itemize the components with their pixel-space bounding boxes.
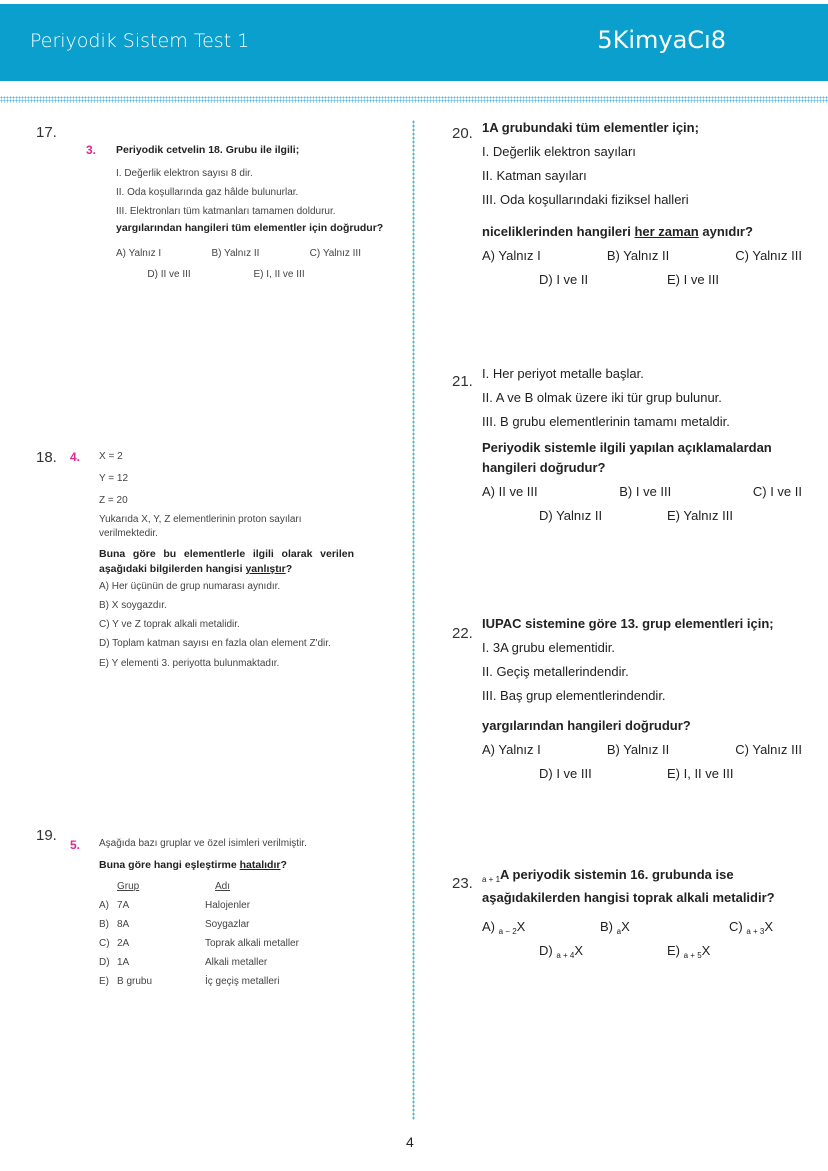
option-letter: A) — [99, 900, 109, 911]
stem: A periyodik sistemin 16. grubunda ise aşağıdakilerden hangisi toprak alkali metalidir? — [482, 867, 775, 905]
element-symbol: X — [764, 919, 774, 934]
option-b[interactable]: B) Yalnız II — [606, 248, 670, 263]
stem: 1A grubundaki tüm elementler için; — [482, 120, 699, 135]
option-c[interactable]: C) Yalnız III — [735, 248, 802, 263]
given-z: Z = 20 — [99, 495, 128, 506]
question: yargılarından hangileri doğrudur? — [482, 718, 691, 733]
option-b[interactable] — [600, 915, 630, 944]
question-number: 21. — [452, 373, 473, 390]
match-row[interactable] — [99, 896, 369, 915]
subscript: a + 4 — [556, 951, 575, 960]
col-adi: Adı — [215, 881, 231, 892]
inner-number: 4. — [70, 450, 81, 464]
match-row[interactable] — [99, 915, 369, 934]
page-number: 4 — [406, 1134, 414, 1150]
question-number: 23. — [452, 875, 473, 892]
item: III. B grubu elementlerinin tamamı metaldir. — [482, 414, 730, 429]
option-c[interactable]: C) Yalnız III — [735, 742, 802, 757]
option-c[interactable] — [729, 915, 773, 944]
col-grup: Grup — [117, 881, 140, 892]
option-letter: E) — [667, 943, 680, 958]
option-d[interactable]: D) II ve III — [147, 269, 191, 280]
subscript: a − 2 — [498, 927, 517, 936]
option-d[interactable]: D) I ve III — [539, 766, 592, 781]
stem: IUPAC sistemine göre 13. grup elementleri için; — [482, 616, 774, 631]
option-d[interactable]: D) Yalnız II — [539, 508, 603, 523]
question-number: 20. — [452, 125, 473, 142]
brand-logo: 5KimyaCı8 — [597, 26, 726, 54]
dotted-divider — [0, 96, 828, 103]
subscript: a + 5 — [683, 951, 702, 960]
element-symbol: X — [701, 943, 711, 958]
test-title: Periyodik Sistem Test 1 — [30, 30, 250, 52]
element-symbol: X — [574, 943, 584, 958]
match-row[interactable] — [99, 972, 369, 991]
item: III. Elektronları tüm katmanları tamamen doldurur. — [116, 206, 336, 217]
question: niceliklerinden hangileri her zaman aynıdır? — [482, 224, 753, 239]
header-band — [0, 4, 828, 81]
text: Aşağıda bazı gruplar ve özel isimleri verilmiştir. — [99, 838, 307, 849]
stem: Periyodik cetvelin 18. Grubu ile ilgili; — [116, 144, 300, 156]
item: II. A ve B olmak üzere iki tür grup bulunur. — [482, 390, 722, 405]
group: 7A — [117, 900, 130, 911]
option-a[interactable]: A) Yalnız I — [482, 248, 541, 263]
item: II. Katman sayıları — [482, 168, 587, 183]
option-e[interactable]: E) I, II ve III — [667, 766, 734, 781]
element-symbol: X — [621, 919, 630, 934]
item: I. Değerlik elektron sayıları — [482, 144, 636, 159]
item: I. Her periyot metalle başlar. — [482, 366, 644, 381]
option-a[interactable] — [482, 915, 525, 944]
option-letter: C) — [729, 919, 743, 934]
option-b[interactable]: B) X soygazdır. — [99, 600, 167, 611]
option-e[interactable]: E) I, II ve III — [253, 269, 305, 280]
option-e[interactable]: E) I ve III — [667, 272, 720, 287]
subscript: a — [616, 927, 622, 936]
option-letter: A) — [482, 919, 495, 934]
question: Periyodik sistemle ilgili yapılan açıklamalardan hangileri doğrudur? — [482, 440, 772, 475]
option-letter: E) — [99, 976, 109, 987]
text: Yukarıda X, Y, Z elementlerinin proton sayıları verilmektedir. — [99, 514, 302, 539]
group: 2A — [117, 938, 130, 949]
inner-number: 5. — [70, 838, 81, 852]
item: III. Baş grup elementlerindendir. — [482, 688, 666, 703]
group: 8A — [117, 919, 130, 930]
group-name: Soygazlar — [205, 919, 250, 930]
option-e[interactable]: E) Yalnız III — [667, 508, 733, 523]
option-letter: D) — [539, 943, 553, 958]
match-table — [99, 896, 369, 991]
group: B grubu — [117, 976, 153, 987]
given-x: X = 2 — [99, 451, 123, 462]
options — [482, 915, 802, 975]
given-y: Y = 12 — [99, 473, 129, 484]
question-number: 18. — [36, 449, 57, 466]
question: Buna göre bu elementlerle ilgili olarak verilen aşağıdaki bilgilerden hangisi yanlıştır? — [99, 548, 354, 575]
question-number: 22. — [452, 625, 473, 642]
item: II. Geçiş metallerindendir. — [482, 664, 629, 679]
question-number: 19. — [36, 827, 57, 844]
option-b[interactable]: B) Yalnız II — [211, 248, 260, 259]
option-letter: D) — [99, 957, 110, 968]
item: III. Oda koşullarındaki fiziksel halleri — [482, 192, 689, 207]
item: II. Oda koşullarında gaz hâlde bulunurlar. — [116, 187, 299, 198]
group-name: Halojenler — [205, 900, 251, 911]
option-b[interactable]: B) I ve III — [619, 484, 672, 499]
option-letter: B) — [99, 919, 109, 930]
option-letter: C) — [99, 938, 110, 949]
option-e[interactable] — [667, 939, 710, 968]
option-c[interactable]: C) Y ve Z toprak alkali metalidir. — [99, 619, 240, 630]
option-a[interactable]: A) Her üçünün de grup numarası aynıdır. — [99, 581, 281, 592]
question: yargılarından hangileri tüm elementler için doğrudur? — [116, 222, 384, 234]
option-b[interactable]: B) Yalnız II — [606, 742, 670, 757]
option-d[interactable]: D) Toplam katman sayısı en fazla olan element Z'dir. — [99, 638, 331, 649]
group-name: Toprak alkali metaller — [205, 938, 299, 949]
subscript: a + 1 — [482, 875, 501, 884]
group: 1A — [117, 957, 130, 968]
group-name: Alkali metaller — [205, 957, 268, 968]
option-d[interactable]: D) I ve II — [539, 272, 589, 287]
item: I. Değerlik elektron sayısı 8 dir. — [116, 168, 253, 179]
inner-number: 3. — [86, 143, 97, 157]
option-a[interactable]: A) Yalnız I — [482, 742, 541, 757]
option-a[interactable]: A) Yalnız I — [116, 248, 162, 259]
subscript: a + 3 — [746, 927, 765, 936]
option-letter: B) — [600, 919, 613, 934]
option-e[interactable]: E) Y elementi 3. periyotta bulunmaktadır. — [99, 658, 280, 669]
question-number: 17. — [36, 124, 57, 141]
option-d[interactable] — [539, 939, 583, 968]
item: I. 3A grubu elementidir. — [482, 640, 615, 655]
element-symbol: X — [516, 919, 526, 934]
match-row[interactable] — [99, 934, 369, 953]
option-a[interactable]: A) II ve III — [482, 484, 538, 499]
match-row[interactable] — [99, 953, 369, 972]
option-c[interactable]: C) I ve II — [752, 484, 802, 499]
question: Buna göre hangi eşleştirme hatalıdır? — [99, 859, 287, 871]
group-name: İç geçiş metalleri — [205, 976, 280, 987]
option-c[interactable]: C) Yalnız III — [309, 248, 361, 259]
column-divider — [412, 120, 415, 1120]
